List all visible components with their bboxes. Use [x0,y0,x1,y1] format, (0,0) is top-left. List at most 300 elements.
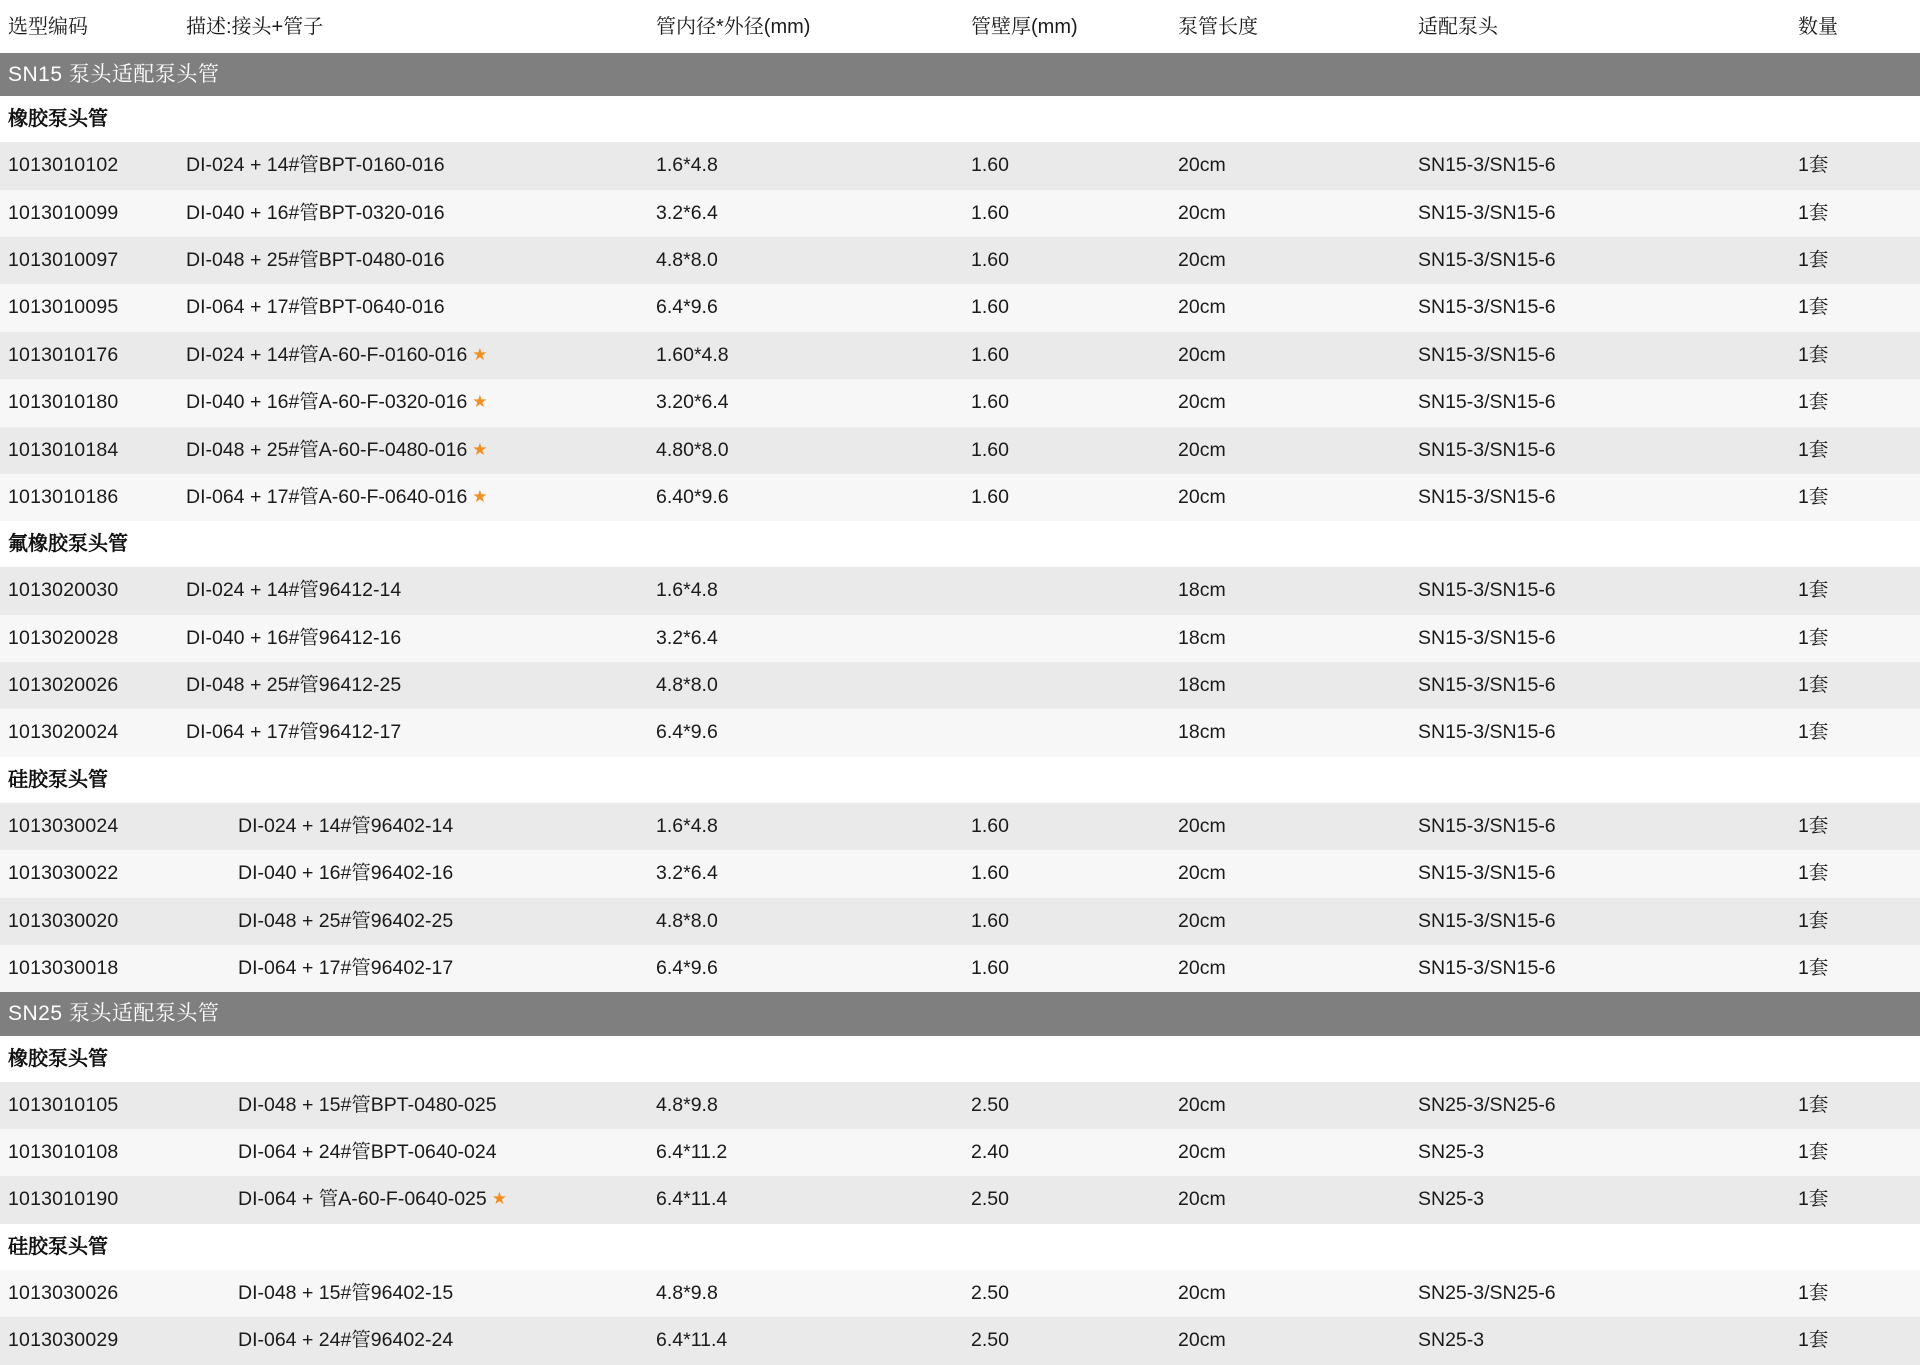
cell-pump-head-text: SN25-3 [1418,1188,1485,1211]
cell-diameter-text: 6.4*11.4 [656,1188,728,1211]
cell-code [0,945,186,992]
cell-quantity [1798,709,1920,756]
cell-description-text: DI-040 + 16#管96412-16 [186,626,402,649]
cell-pump-head [1418,332,1798,379]
table-row [0,1317,1920,1364]
cell-tube-length [1178,615,1418,662]
cell-quantity-text: 1套 [1798,1188,1829,1211]
section-band [0,992,1920,1035]
cell-wall-thickness [971,567,1178,614]
cell-code-text: 1013010184 [8,438,119,461]
cell-description-text: DI-064 + 管A-60-F-0640-025 [238,1188,487,1211]
cell-code-text: 1013010097 [8,248,119,271]
cell-pump-head-text: SN15-3/SN15-6 [1418,343,1556,366]
cell-pump-head [1418,898,1798,945]
table-row [0,615,1920,662]
cell-diameter [656,379,971,426]
cell-wall-thickness [971,662,1178,709]
table-row [0,427,1920,474]
cell-code [0,237,186,284]
cell-diameter [656,945,971,992]
cell-wall-thickness [971,379,1178,426]
subsection-header [0,1224,1920,1270]
cell-description-text: DI-064 + 17#管BPT-0640-016 [186,296,445,319]
cell-code [0,662,186,709]
cell-tube-length-text: 18cm [1178,626,1226,649]
star-icon: ★ [491,1189,507,1209]
cell-quantity-text: 1套 [1798,957,1829,980]
cell-diameter [656,142,971,189]
cell-description [186,709,656,756]
cell-quantity [1798,1129,1920,1176]
cell-wall-thickness [971,1317,1178,1364]
cell-wall-thickness-text: 2.50 [971,1093,1009,1116]
cell-diameter [656,1129,971,1176]
cell-code-text: 1013020030 [8,579,119,602]
subsection-title: 橡胶泵头管 [0,1036,1920,1082]
subsection-header [0,96,1920,142]
cell-wall-thickness-text: 2.50 [971,1188,1009,1211]
cell-quantity-text: 1套 [1798,579,1829,602]
cell-diameter-text: 6.4*9.6 [656,957,718,980]
cell-code-text: 1013010099 [8,201,119,224]
cell-diameter-text: 6.40*9.6 [656,485,729,508]
cell-code [0,1082,186,1129]
cell-code [0,615,186,662]
cell-wall-thickness [971,709,1178,756]
cell-pump-head [1418,567,1798,614]
cell-description-text: DI-048 + 15#管BPT-0480-025 [238,1093,497,1116]
cell-code-text: 1013020024 [8,721,119,744]
cell-tube-length [1178,662,1418,709]
cell-tube-length-text: 20cm [1178,1329,1226,1352]
cell-pump-head [1418,662,1798,709]
cell-code [0,1176,186,1223]
section-band [0,53,1920,96]
cell-tube-length-text: 18cm [1178,674,1226,697]
cell-pump-head-text: SN15-3/SN15-6 [1418,438,1556,461]
cell-tube-length-text: 20cm [1178,1093,1226,1116]
cell-quantity-text: 1套 [1798,154,1829,177]
cell-code [0,427,186,474]
cell-code [0,709,186,756]
cell-quantity [1798,379,1920,426]
cell-description-text: DI-064 + 17#管A-60-F-0640-016 [186,485,468,508]
cell-pump-head-text: SN15-3/SN15-6 [1418,674,1556,697]
star-icon: ★ [472,486,488,506]
cell-code-text: 1013010105 [8,1093,119,1116]
table-row [0,567,1920,614]
cell-pump-head-text: SN15-3/SN15-6 [1418,248,1556,271]
cell-wall-thickness-text: 1.60 [971,814,1009,837]
table-body [0,53,1920,1365]
cell-diameter [656,662,971,709]
cell-description-text: DI-024 + 14#管A-60-F-0160-016 [186,343,468,366]
cell-wall-thickness [971,615,1178,662]
cell-code-text: 1013020028 [8,626,119,649]
cell-description [186,142,656,189]
cell-tube-length-text: 20cm [1178,201,1226,224]
cell-quantity [1798,142,1920,189]
cell-description [186,850,656,897]
cell-diameter [656,427,971,474]
cell-diameter-text: 6.4*9.6 [656,296,718,319]
cell-diameter-text: 4.80*8.0 [656,438,729,461]
cell-wall-thickness-text: 1.60 [971,438,1009,461]
cell-pump-head [1418,945,1798,992]
cell-code [0,850,186,897]
cell-pump-head-text: SN15-3/SN15-6 [1418,957,1556,980]
cell-code [0,898,186,945]
cell-tube-length [1178,945,1418,992]
table-row [0,898,1920,945]
cell-description [186,945,656,992]
cell-description-text: DI-024 + 14#管96402-14 [238,814,454,837]
cell-tube-length [1178,142,1418,189]
cell-description [186,332,656,379]
table-row [0,1176,1920,1223]
cell-diameter-text: 1.6*4.8 [656,579,718,602]
cell-pump-head-text: SN15-3/SN15-6 [1418,391,1556,414]
cell-description-text: DI-040 + 16#管96402-16 [238,862,454,885]
cell-description-text: DI-040 + 16#管A-60-F-0320-016 [186,391,468,414]
cell-code-text: 1013030018 [8,957,119,980]
cell-quantity-text: 1套 [1798,248,1829,271]
cell-quantity [1798,1270,1920,1317]
star-icon: ★ [472,439,488,459]
table-row [0,379,1920,426]
cell-code [0,190,186,237]
cell-quantity [1798,898,1920,945]
table-row [0,284,1920,331]
cell-diameter [656,237,971,284]
cell-diameter-text: 3.2*6.4 [656,626,718,649]
section-band-label: SN25 泵头适配泵头管 [0,992,1920,1035]
cell-tube-length-text: 20cm [1178,438,1226,461]
cell-pump-head [1418,142,1798,189]
cell-code-text: 1013010180 [8,391,119,414]
cell-pump-head [1418,190,1798,237]
cell-pump-head-text: SN15-3/SN15-6 [1418,626,1556,649]
cell-pump-head [1418,1082,1798,1129]
subsection-header [0,757,1920,803]
cell-tube-length-text: 20cm [1178,154,1226,177]
subsection-title: 橡胶泵头管 [0,96,1920,142]
cell-wall-thickness-text: 1.60 [971,862,1009,885]
subsection-title: 硅胶泵头管 [0,757,1920,803]
cell-description-text: DI-024 + 14#管BPT-0160-016 [186,154,445,177]
cell-wall-thickness-text: 1.60 [971,909,1009,932]
cell-description [186,474,656,521]
header-row [0,0,1920,53]
cell-tube-length [1178,427,1418,474]
cell-tube-length-text: 18cm [1178,579,1226,602]
column-header-inner-outer-diameter: 管内径*外径(mm) [656,0,971,53]
cell-diameter [656,1176,971,1223]
cell-description [186,898,656,945]
cell-pump-head-text: SN15-3/SN15-6 [1418,862,1556,885]
cell-pump-head [1418,1129,1798,1176]
cell-code [0,803,186,850]
cell-code-text: 1013030026 [8,1281,119,1304]
cell-code-text: 1013010176 [8,343,119,366]
column-header-description: 描述:接头+管子 [186,0,656,53]
cell-quantity-text: 1套 [1798,1281,1829,1304]
cell-description-text: DI-048 + 15#管96402-15 [238,1281,454,1304]
cell-diameter [656,850,971,897]
column-header-compatible-pump-head: 适配泵头 [1418,0,1798,53]
cell-quantity-text: 1套 [1798,438,1829,461]
column-header-quantity: 数量 [1798,0,1920,53]
cell-tube-length-text: 20cm [1178,1188,1226,1211]
cell-tube-length [1178,567,1418,614]
cell-tube-length-text: 20cm [1178,957,1226,980]
cell-diameter-text: 3.20*6.4 [656,391,729,414]
cell-wall-thickness-text: 1.60 [971,343,1009,366]
cell-pump-head-text: SN25-3 [1418,1329,1485,1352]
column-header-wall-thickness: 管壁厚(mm) [971,0,1178,53]
subsection-title: 氟橡胶泵头管 [0,521,1920,567]
subsection-header [0,521,1920,567]
cell-wall-thickness [971,284,1178,331]
cell-quantity [1798,615,1920,662]
cell-tube-length-text: 20cm [1178,248,1226,271]
cell-wall-thickness-text: 1.60 [971,957,1009,980]
table-row [0,1082,1920,1129]
cell-code [0,142,186,189]
cell-pump-head [1418,803,1798,850]
cell-diameter-text: 6.4*11.2 [656,1141,728,1164]
cell-description [186,615,656,662]
cell-tube-length [1178,190,1418,237]
cell-description-text: DI-064 + 24#管BPT-0640-024 [238,1141,497,1164]
cell-quantity [1798,474,1920,521]
cell-diameter [656,1270,971,1317]
cell-diameter [656,1317,971,1364]
cell-pump-head [1418,474,1798,521]
cell-tube-length-text: 20cm [1178,814,1226,837]
cell-diameter-text: 1.6*4.8 [656,154,718,177]
cell-quantity [1798,332,1920,379]
cell-diameter-text: 4.8*9.8 [656,1093,718,1116]
column-header-tube-length: 泵管长度 [1178,0,1418,53]
cell-description-text: DI-064 + 24#管96402-24 [238,1329,454,1352]
cell-diameter-text: 3.2*6.4 [656,862,718,885]
cell-wall-thickness [971,803,1178,850]
cell-tube-length [1178,1176,1418,1223]
cell-quantity-text: 1套 [1798,909,1829,932]
cell-description [186,662,656,709]
cell-pump-head-text: SN15-3/SN15-6 [1418,154,1556,177]
cell-description-text: DI-064 + 17#管96412-17 [186,721,402,744]
cell-description [186,284,656,331]
cell-code-text: 1013030022 [8,862,119,885]
cell-quantity-text: 1套 [1798,814,1829,837]
cell-wall-thickness [971,1270,1178,1317]
cell-code-text: 1013010190 [8,1188,119,1211]
cell-pump-head [1418,237,1798,284]
cell-tube-length [1178,1270,1418,1317]
cell-quantity [1798,284,1920,331]
cell-tube-length [1178,237,1418,284]
cell-wall-thickness [971,1176,1178,1223]
cell-pump-head-text: SN15-3/SN15-6 [1418,909,1556,932]
cell-diameter [656,1082,971,1129]
cell-quantity-text: 1套 [1798,485,1829,508]
cell-tube-length [1178,709,1418,756]
cell-tube-length-text: 18cm [1178,721,1226,744]
cell-pump-head [1418,850,1798,897]
cell-code [0,379,186,426]
cell-description [186,237,656,284]
cell-pump-head [1418,284,1798,331]
cell-tube-length [1178,803,1418,850]
cell-description-text: DI-048 + 25#管96412-25 [186,674,402,697]
cell-pump-head [1418,615,1798,662]
section-band-label: SN15 泵头适配泵头管 [0,53,1920,96]
cell-pump-head-text: SN25-3/SN25-6 [1418,1093,1556,1116]
cell-wall-thickness [971,1082,1178,1129]
cell-wall-thickness [971,945,1178,992]
cell-quantity-text: 1套 [1798,296,1829,319]
cell-pump-head [1418,1317,1798,1364]
cell-description-text: DI-048 + 25#管96402-25 [238,909,454,932]
cell-code-text: 1013010102 [8,154,119,177]
cell-wall-thickness [971,427,1178,474]
cell-quantity-text: 1套 [1798,1329,1829,1352]
cell-code [0,1270,186,1317]
cell-tube-length [1178,332,1418,379]
cell-tube-length-text: 20cm [1178,909,1226,932]
cell-diameter-text: 1.6*4.8 [656,814,718,837]
cell-quantity [1798,567,1920,614]
cell-diameter-text: 4.8*8.0 [656,674,718,697]
cell-tube-length-text: 20cm [1178,391,1226,414]
subsection-header [0,1036,1920,1082]
cell-quantity-text: 1套 [1798,1093,1829,1116]
cell-wall-thickness [971,332,1178,379]
cell-pump-head-text: SN15-3/SN15-6 [1418,201,1556,224]
table-row [0,190,1920,237]
cell-code [0,1129,186,1176]
cell-tube-length-text: 20cm [1178,343,1226,366]
cell-pump-head-text: SN15-3/SN15-6 [1418,296,1556,319]
cell-tube-length-text: 20cm [1178,485,1226,508]
cell-diameter-text: 4.8*9.8 [656,1281,718,1304]
cell-code [0,1317,186,1364]
cell-pump-head-text: SN25-3 [1418,1141,1485,1164]
cell-pump-head-text: SN15-3/SN15-6 [1418,721,1556,744]
cell-diameter [656,615,971,662]
cell-description-text: DI-048 + 25#管A-60-F-0480-016 [186,438,468,461]
cell-wall-thickness-text: 2.40 [971,1141,1009,1164]
cell-wall-thickness [971,1129,1178,1176]
cell-description [186,427,656,474]
cell-wall-thickness-text: 2.50 [971,1329,1009,1352]
cell-description [186,1129,656,1176]
cell-wall-thickness-text: 1.60 [971,201,1009,224]
cell-quantity-text: 1套 [1798,343,1829,366]
cell-pump-head [1418,1270,1798,1317]
cell-wall-thickness [971,850,1178,897]
table-row [0,662,1920,709]
cell-tube-length [1178,1129,1418,1176]
cell-quantity-text: 1套 [1798,862,1829,885]
cell-description-text: DI-040 + 16#管BPT-0320-016 [186,201,445,224]
cell-quantity-text: 1套 [1798,721,1829,744]
table-header [0,0,1920,53]
cell-wall-thickness-text: 1.60 [971,296,1009,319]
cell-description [186,803,656,850]
cell-tube-length-text: 20cm [1178,296,1226,319]
cell-wall-thickness [971,898,1178,945]
cell-quantity [1798,1176,1920,1223]
cell-description [186,1082,656,1129]
cell-diameter-text: 4.8*8.0 [656,248,718,271]
cell-wall-thickness [971,237,1178,284]
cell-wall-thickness-text: 1.60 [971,248,1009,271]
cell-tube-length-text: 20cm [1178,1141,1226,1164]
subsection-title: 硅胶泵头管 [0,1224,1920,1270]
cell-pump-head [1418,1176,1798,1223]
cell-code-text: 1013010095 [8,296,119,319]
cell-diameter-text: 4.8*8.0 [656,909,718,932]
cell-pump-head [1418,709,1798,756]
cell-wall-thickness [971,190,1178,237]
cell-diameter-text: 6.4*9.6 [656,721,718,744]
cell-quantity [1798,237,1920,284]
cell-diameter [656,709,971,756]
star-icon: ★ [472,344,488,364]
column-header-code: 选型编码 [0,0,186,53]
cell-quantity-text: 1套 [1798,201,1829,224]
table-row [0,803,1920,850]
cell-tube-length-text: 20cm [1178,862,1226,885]
cell-code-text: 1013030020 [8,909,119,932]
cell-code-text: 1013020026 [8,674,119,697]
cell-quantity [1798,945,1920,992]
cell-wall-thickness-text: 2.50 [971,1281,1009,1304]
cell-quantity-text: 1套 [1798,391,1829,414]
cell-description [186,190,656,237]
cell-quantity [1798,1317,1920,1364]
table-row [0,709,1920,756]
cell-code-text: 1013010186 [8,485,119,508]
cell-wall-thickness-text: 1.60 [971,485,1009,508]
table-row [0,1129,1920,1176]
cell-pump-head [1418,427,1798,474]
cell-description-text: DI-064 + 17#管96402-17 [238,957,454,980]
cell-pump-head-text: SN15-3/SN15-6 [1418,485,1556,508]
cell-diameter-text: 1.60*4.8 [656,343,729,366]
cell-code [0,474,186,521]
cell-wall-thickness [971,474,1178,521]
cell-quantity-text: 1套 [1798,674,1829,697]
star-icon: ★ [472,392,488,412]
cell-quantity [1798,190,1920,237]
cell-quantity-text: 1套 [1798,1141,1829,1164]
table-row [0,1270,1920,1317]
cell-pump-head-text: SN15-3/SN15-6 [1418,579,1556,602]
cell-diameter [656,474,971,521]
cell-description [186,1176,656,1223]
cell-description [186,1317,656,1364]
cell-pump-head-text: SN25-3/SN25-6 [1418,1281,1556,1304]
cell-diameter-text: 3.2*6.4 [656,201,718,224]
cell-diameter [656,898,971,945]
cell-diameter [656,803,971,850]
cell-tube-length [1178,379,1418,426]
